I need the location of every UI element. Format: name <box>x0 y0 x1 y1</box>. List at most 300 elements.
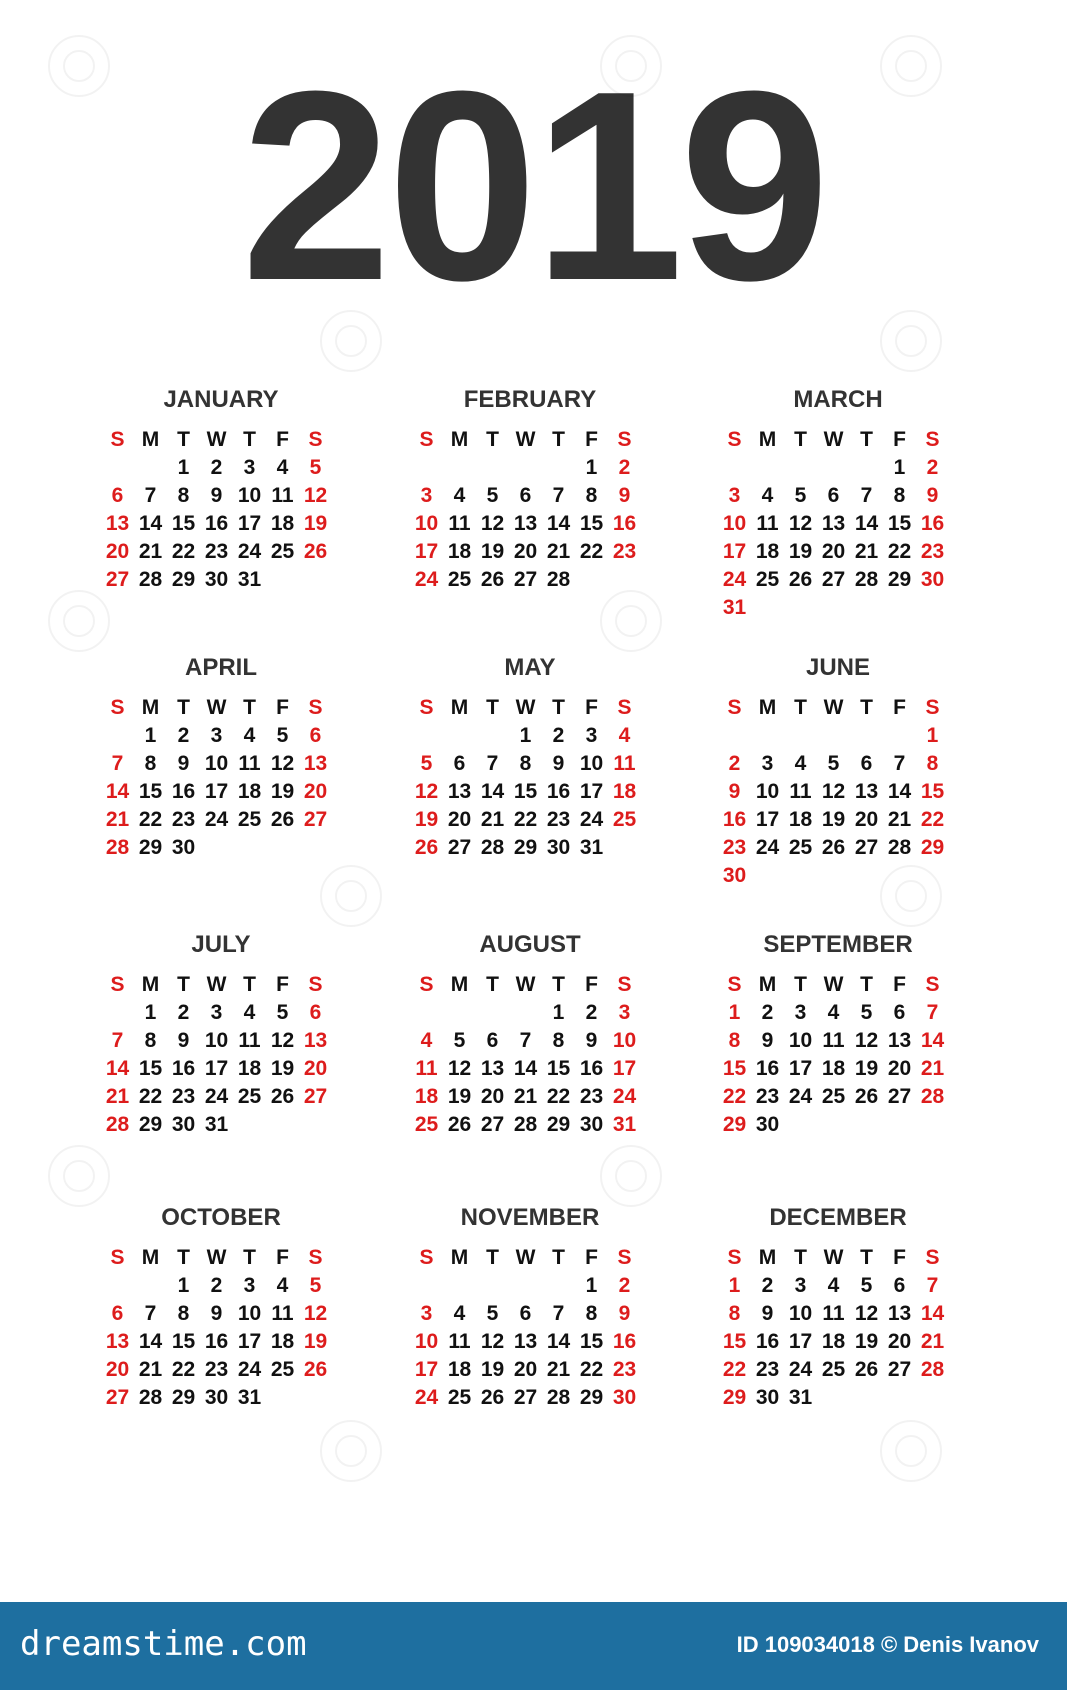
weekday-header: T <box>243 1246 256 1269</box>
day-cell: 20 <box>105 540 130 563</box>
day-cell: 3 <box>728 484 741 507</box>
day-cell: 16 <box>612 1330 637 1353</box>
day-grid <box>410 1244 650 1412</box>
day-cell: 18 <box>237 780 262 803</box>
day-grid <box>410 426 650 594</box>
day-cell: 21 <box>138 540 163 563</box>
day-cell: 24 <box>414 1386 439 1409</box>
day-cell: 21 <box>513 1085 538 1108</box>
day-grid <box>718 694 958 890</box>
weekday-header: W <box>823 1246 844 1269</box>
day-cell: 20 <box>105 1358 130 1381</box>
day-cell: 2 <box>552 724 565 747</box>
day-cell: 2 <box>177 724 190 747</box>
weekday-header: S <box>308 1246 323 1269</box>
month-block-september <box>718 927 958 1139</box>
day-cell: 10 <box>722 512 747 535</box>
day-cell: 17 <box>579 780 604 803</box>
empty-cell <box>751 722 784 750</box>
day-cell: 30 <box>579 1113 604 1136</box>
day-cell: 5 <box>486 484 499 507</box>
empty-cell <box>718 722 751 750</box>
day-cell: 19 <box>480 540 505 563</box>
day-cell: 3 <box>794 1001 807 1024</box>
day-cell: 18 <box>788 808 813 831</box>
watermark-icon <box>600 35 662 97</box>
day-cell: 14 <box>546 1330 571 1353</box>
day-cell: 27 <box>105 1386 130 1409</box>
empty-cell <box>509 999 542 1027</box>
day-cell: 23 <box>920 540 945 563</box>
day-cell: 3 <box>420 484 433 507</box>
day-cell: 17 <box>204 1057 229 1080</box>
day-cell: 8 <box>893 484 906 507</box>
day-cell: 7 <box>144 1302 157 1325</box>
day-cell: 26 <box>414 836 439 859</box>
day-cell: 13 <box>821 512 846 535</box>
weekday-header: T <box>177 428 190 451</box>
day-cell: 15 <box>722 1057 747 1080</box>
day-grid <box>718 1244 958 1412</box>
day-cell: 1 <box>519 724 532 747</box>
day-cell: 23 <box>722 836 747 859</box>
day-cell: 28 <box>138 1386 163 1409</box>
image-credit: ID 109034018 © Denis Ivanov <box>736 1632 1039 1657</box>
day-cell: 28 <box>513 1113 538 1136</box>
weekday-header: S <box>727 696 742 719</box>
day-cell: 3 <box>618 1001 631 1024</box>
weekday-header: W <box>823 696 844 719</box>
day-cell: 30 <box>612 1386 637 1409</box>
day-cell: 5 <box>827 752 840 775</box>
day-cell: 7 <box>486 752 499 775</box>
dreamstime-logo: dreamstime.com <box>20 1624 307 1664</box>
day-cell: 11 <box>756 512 779 535</box>
watermark-icon <box>320 1420 382 1482</box>
day-cell: 28 <box>854 568 879 591</box>
weekday-header: T <box>177 973 190 996</box>
weekday-header: S <box>419 428 434 451</box>
day-cell: 21 <box>105 808 130 831</box>
day-cell: 2 <box>177 1001 190 1024</box>
month-name: SEPTEMBER <box>763 931 913 958</box>
day-cell: 16 <box>204 1330 229 1353</box>
day-cell: 2 <box>761 1274 774 1297</box>
day-cell: 19 <box>303 1330 328 1353</box>
day-cell: 14 <box>513 1057 538 1080</box>
day-cell: 3 <box>420 1302 433 1325</box>
day-cell: 29 <box>171 568 196 591</box>
watermark-icon <box>880 1420 942 1482</box>
day-cell: 20 <box>887 1057 912 1080</box>
weekday-header: S <box>308 428 323 451</box>
day-cell: 1 <box>926 724 939 747</box>
day-cell: 1 <box>728 1274 741 1297</box>
day-cell: 7 <box>552 1302 565 1325</box>
day-cell: 8 <box>926 752 939 775</box>
weekday-header: F <box>585 973 598 996</box>
day-cell: 25 <box>821 1358 846 1381</box>
day-cell: 20 <box>480 1085 505 1108</box>
day-cell: 16 <box>171 1057 196 1080</box>
empty-cell <box>410 722 443 750</box>
day-cell: 31 <box>204 1113 229 1136</box>
watermark-icon <box>880 865 942 927</box>
day-cell: 29 <box>138 1113 163 1136</box>
weekday-header: T <box>860 973 873 996</box>
day-cell: 5 <box>794 484 807 507</box>
day-cell: 9 <box>618 1302 631 1325</box>
day-cell: 22 <box>722 1085 747 1108</box>
day-cell: 18 <box>612 780 637 803</box>
day-cell: 4 <box>276 1274 289 1297</box>
day-cell: 29 <box>513 836 538 859</box>
day-cell: 8 <box>552 1029 565 1052</box>
day-cell: 13 <box>887 1029 912 1052</box>
day-cell: 24 <box>755 836 780 859</box>
day-cell: 28 <box>887 836 912 859</box>
day-cell: 29 <box>546 1113 571 1136</box>
day-cell: 27 <box>513 1386 538 1409</box>
day-cell: 30 <box>755 1386 780 1409</box>
day-cell: 19 <box>854 1330 879 1353</box>
empty-cell <box>817 454 850 482</box>
day-cell: 16 <box>755 1330 780 1353</box>
day-cell: 10 <box>237 1302 262 1325</box>
day-cell: 21 <box>920 1057 945 1080</box>
day-cell: 10 <box>788 1302 813 1325</box>
day-cell: 29 <box>887 568 912 591</box>
day-cell: 18 <box>447 1358 472 1381</box>
day-cell: 14 <box>546 512 571 535</box>
day-cell: 5 <box>453 1029 466 1052</box>
weekday-header: T <box>243 973 256 996</box>
month-name: NOVEMBER <box>460 1204 600 1231</box>
weekday-header: S <box>308 973 323 996</box>
day-cell: 12 <box>480 512 505 535</box>
day-cell: 8 <box>519 752 532 775</box>
day-cell: 22 <box>579 540 604 563</box>
empty-cell <box>134 1272 167 1300</box>
empty-cell <box>784 722 817 750</box>
day-cell: 29 <box>138 836 163 859</box>
day-cell: 11 <box>448 512 471 535</box>
day-cell: 12 <box>854 1029 879 1052</box>
empty-cell <box>410 1272 443 1300</box>
day-cell: 20 <box>513 1358 538 1381</box>
day-cell: 14 <box>887 780 912 803</box>
day-cell: 11 <box>448 1330 471 1353</box>
day-cell: 18 <box>755 540 780 563</box>
weekday-header: M <box>141 696 160 719</box>
day-cell: 13 <box>887 1302 912 1325</box>
day-cell: 23 <box>612 1358 637 1381</box>
day-cell: 4 <box>794 752 807 775</box>
day-cell: 12 <box>303 484 328 507</box>
day-cell: 26 <box>270 808 295 831</box>
weekday-header: T <box>486 696 499 719</box>
day-cell: 1 <box>552 1001 565 1024</box>
day-cell: 14 <box>138 512 163 535</box>
day-cell: 10 <box>788 1029 813 1052</box>
day-grid <box>101 1244 341 1412</box>
day-cell: 19 <box>788 540 813 563</box>
day-cell: 1 <box>177 1274 190 1297</box>
day-cell: 2 <box>585 1001 598 1024</box>
day-cell: 4 <box>453 1302 466 1325</box>
day-cell: 22 <box>722 1358 747 1381</box>
day-cell: 8 <box>144 752 157 775</box>
day-cell: 10 <box>755 780 780 803</box>
empty-cell <box>718 454 751 482</box>
day-cell: 28 <box>546 1386 571 1409</box>
day-cell: 1 <box>585 456 598 479</box>
day-cell: 25 <box>612 808 637 831</box>
day-cell: 29 <box>920 836 945 859</box>
day-cell: 19 <box>447 1085 472 1108</box>
weekday-header: M <box>141 1246 160 1269</box>
empty-cell <box>443 722 476 750</box>
day-cell: 25 <box>821 1085 846 1108</box>
weekday-header: S <box>727 973 742 996</box>
weekday-header: F <box>893 1246 906 1269</box>
day-cell: 6 <box>893 1274 906 1297</box>
weekday-header: S <box>925 1246 940 1269</box>
month-block-november <box>410 1200 650 1412</box>
empty-cell <box>134 454 167 482</box>
day-cell: 26 <box>480 568 505 591</box>
day-cell: 30 <box>171 836 196 859</box>
day-cell: 3 <box>243 1274 256 1297</box>
day-cell: 27 <box>887 1358 912 1381</box>
day-cell: 27 <box>303 808 328 831</box>
weekday-header: W <box>823 973 844 996</box>
day-cell: 11 <box>822 1302 845 1325</box>
day-cell: 14 <box>105 780 130 803</box>
day-cell: 10 <box>204 752 229 775</box>
empty-cell <box>817 722 850 750</box>
day-cell: 9 <box>926 484 939 507</box>
weekday-header: F <box>893 696 906 719</box>
weekday-header: T <box>243 428 256 451</box>
day-cell: 13 <box>303 1029 328 1052</box>
day-cell: 16 <box>612 512 637 535</box>
month-name: JANUARY <box>163 386 279 413</box>
day-cell: 20 <box>447 808 472 831</box>
empty-cell <box>751 454 784 482</box>
day-cell: 17 <box>612 1057 637 1080</box>
weekday-header: M <box>450 696 469 719</box>
day-grid <box>718 426 958 622</box>
weekday-header: T <box>552 696 565 719</box>
day-cell: 25 <box>447 1386 472 1409</box>
day-cell: 1 <box>585 1274 598 1297</box>
day-cell: 26 <box>303 540 328 563</box>
day-cell: 7 <box>926 1001 939 1024</box>
weekday-header: W <box>515 428 536 451</box>
weekday-header: W <box>515 1246 536 1269</box>
day-cell: 23 <box>171 808 196 831</box>
day-cell: 9 <box>585 1029 598 1052</box>
month-block-june <box>718 650 958 890</box>
weekday-header: S <box>727 428 742 451</box>
day-cell: 5 <box>860 1001 873 1024</box>
weekday-header: S <box>419 1246 434 1269</box>
weekday-header: S <box>925 428 940 451</box>
day-cell: 21 <box>546 1358 571 1381</box>
day-cell: 28 <box>105 836 130 859</box>
day-cell: 31 <box>612 1113 637 1136</box>
weekday-header: T <box>794 696 807 719</box>
day-cell: 6 <box>309 1001 322 1024</box>
day-cell: 15 <box>171 1330 196 1353</box>
day-cell: 19 <box>480 1358 505 1381</box>
day-cell: 8 <box>144 1029 157 1052</box>
empty-cell <box>101 1272 134 1300</box>
month-block-december <box>718 1200 958 1412</box>
day-cell: 12 <box>480 1330 505 1353</box>
day-cell: 5 <box>309 456 322 479</box>
day-cell: 15 <box>546 1057 571 1080</box>
weekday-header: F <box>276 973 289 996</box>
day-cell: 20 <box>887 1330 912 1353</box>
day-cell: 19 <box>303 512 328 535</box>
day-cell: 28 <box>105 1113 130 1136</box>
day-cell: 9 <box>728 780 741 803</box>
day-cell: 15 <box>513 780 538 803</box>
day-cell: 6 <box>309 724 322 747</box>
weekday-header: F <box>893 428 906 451</box>
day-cell: 24 <box>204 808 229 831</box>
day-cell: 25 <box>755 568 780 591</box>
day-cell: 7 <box>519 1029 532 1052</box>
day-cell: 8 <box>177 484 190 507</box>
day-cell: 22 <box>138 1085 163 1108</box>
day-cell: 21 <box>920 1330 945 1353</box>
day-cell: 18 <box>821 1330 846 1353</box>
month-name: MAY <box>504 654 556 681</box>
day-cell: 13 <box>303 752 328 775</box>
weekday-header: T <box>177 696 190 719</box>
day-cell: 12 <box>788 512 813 535</box>
weekday-header: M <box>450 973 469 996</box>
weekday-header: T <box>794 428 807 451</box>
day-cell: 11 <box>613 752 636 775</box>
watermark-icon <box>880 310 942 372</box>
day-cell: 22 <box>546 1085 571 1108</box>
day-cell: 30 <box>755 1113 780 1136</box>
day-cell: 23 <box>755 1358 780 1381</box>
day-cell: 23 <box>612 540 637 563</box>
day-cell: 21 <box>138 1358 163 1381</box>
day-cell: 15 <box>138 1057 163 1080</box>
day-cell: 25 <box>237 1085 262 1108</box>
day-cell: 24 <box>612 1085 637 1108</box>
watermark-icon <box>48 35 110 97</box>
weekday-header: T <box>486 973 499 996</box>
day-cell: 22 <box>920 808 945 831</box>
weekday-header: F <box>276 428 289 451</box>
month-block-october <box>101 1200 341 1412</box>
day-cell: 27 <box>480 1113 505 1136</box>
weekday-header: S <box>617 1246 632 1269</box>
day-cell: 2 <box>618 1274 631 1297</box>
weekday-header: W <box>515 973 536 996</box>
day-cell: 26 <box>303 1358 328 1381</box>
day-cell: 17 <box>755 808 780 831</box>
day-cell: 13 <box>513 512 538 535</box>
day-cell: 2 <box>210 456 223 479</box>
day-cell: 20 <box>854 808 879 831</box>
empty-cell <box>410 999 443 1027</box>
day-cell: 13 <box>854 780 879 803</box>
empty-cell <box>443 454 476 482</box>
day-cell: 27 <box>821 568 846 591</box>
day-cell: 16 <box>722 808 747 831</box>
day-cell: 22 <box>171 540 196 563</box>
day-cell: 8 <box>177 1302 190 1325</box>
day-cell: 24 <box>579 808 604 831</box>
weekday-header: F <box>276 1246 289 1269</box>
watermark-icon <box>48 590 110 652</box>
weekday-header: W <box>206 1246 227 1269</box>
day-cell: 7 <box>893 752 906 775</box>
day-cell: 27 <box>447 836 472 859</box>
weekday-header: S <box>727 1246 742 1269</box>
weekday-header: F <box>276 696 289 719</box>
day-cell: 26 <box>854 1085 879 1108</box>
day-cell: 7 <box>860 484 873 507</box>
day-cell: 3 <box>794 1274 807 1297</box>
empty-cell <box>443 1272 476 1300</box>
weekday-header: T <box>486 1246 499 1269</box>
weekday-header: S <box>419 696 434 719</box>
day-cell: 5 <box>309 1274 322 1297</box>
day-cell: 29 <box>171 1386 196 1409</box>
empty-cell <box>784 454 817 482</box>
day-cell: 9 <box>761 1029 774 1052</box>
day-cell: 11 <box>238 752 261 775</box>
weekday-header: S <box>110 696 125 719</box>
day-cell: 16 <box>546 780 571 803</box>
day-cell: 6 <box>827 484 840 507</box>
day-cell: 4 <box>420 1029 433 1052</box>
day-cell: 27 <box>854 836 879 859</box>
day-cell: 15 <box>722 1330 747 1353</box>
day-grid <box>410 694 650 862</box>
day-cell: 14 <box>480 780 505 803</box>
day-cell: 16 <box>579 1057 604 1080</box>
day-cell: 10 <box>414 512 439 535</box>
day-cell: 29 <box>579 1386 604 1409</box>
weekday-header: T <box>860 428 873 451</box>
day-cell: 7 <box>144 484 157 507</box>
weekday-header: T <box>552 973 565 996</box>
day-cell: 3 <box>761 752 774 775</box>
day-cell: 3 <box>210 724 223 747</box>
day-cell: 24 <box>722 568 747 591</box>
weekday-header: T <box>243 696 256 719</box>
day-cell: 4 <box>243 724 256 747</box>
day-cell: 27 <box>513 568 538 591</box>
watermark-icon <box>48 1145 110 1207</box>
weekday-header: T <box>486 428 499 451</box>
weekday-header: M <box>450 428 469 451</box>
day-grid <box>410 971 650 1139</box>
month-name: APRIL <box>185 654 257 681</box>
day-cell: 10 <box>612 1029 637 1052</box>
day-cell: 31 <box>722 596 747 619</box>
